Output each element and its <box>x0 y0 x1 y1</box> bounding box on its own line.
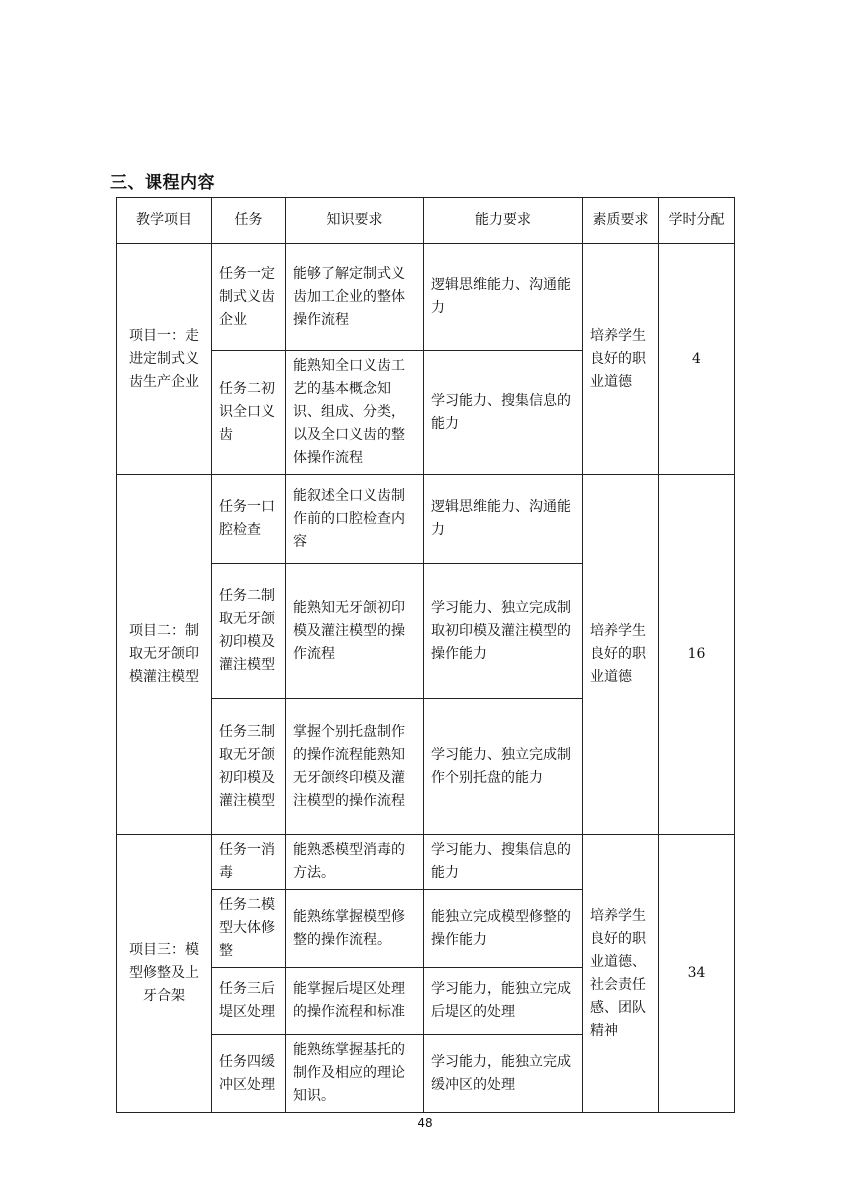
quality-requirement: 培养学生良好的职业道德 <box>583 244 659 475</box>
table-header-row <box>117 198 735 244</box>
course-content-table <box>116 197 735 1113</box>
task-name: 任务四缓冲区处理 <box>212 1035 286 1113</box>
knowledge-requirement: 掌握个别托盘制作的操作流程能熟知无牙颌终印模及灌注模型的操作流程 <box>286 699 424 835</box>
ability-requirement: 学习能力、搜集信息的能力 <box>424 351 583 475</box>
project-name: 项目三：模型修整及上牙合架 <box>117 835 212 1113</box>
ability-requirement: 学习能力、独立完成制作个别托盘的能力 <box>424 699 583 835</box>
ability-requirement: 学习能力、独立完成制取初印模及灌注模型的操作能力 <box>424 564 583 699</box>
ability-requirement: 学习能力，能独立完成后堤区的处理 <box>424 968 583 1035</box>
task-name: 任务二初识全口义齿 <box>212 351 286 475</box>
knowledge-requirement: 能掌握后堤区处理的操作流程和标准 <box>286 968 424 1035</box>
knowledge-requirement: 能熟练掌握模型修整的操作流程。 <box>286 890 424 968</box>
quality-requirement: 培养学生良好的职业道德 <box>583 475 659 835</box>
knowledge-requirement: 能熟练掌握基托的制作及相应的理论知识。 <box>286 1035 424 1113</box>
table-row <box>117 244 735 351</box>
table-row <box>117 475 735 564</box>
ability-requirement: 能独立完成模型修整的操作能力 <box>424 890 583 968</box>
section-title: 三、课程内容 <box>110 173 215 193</box>
header-hours: 学时分配 <box>659 198 735 244</box>
hours: 34 <box>659 835 735 1113</box>
task-name: 任务二制取无牙颌初印模及灌注模型 <box>212 564 286 699</box>
header-knowledge: 知识要求 <box>286 198 424 244</box>
knowledge-requirement: 能叙述全口义齿制作前的口腔检查内容 <box>286 475 424 564</box>
header-quality: 素质要求 <box>583 198 659 244</box>
project-name: 项目二：制取无牙颌印模灌注模型 <box>117 475 212 835</box>
quality-requirement: 培养学生良好的职业道德、社会责任感、团队精神 <box>583 835 659 1113</box>
task-name: 任务一口腔检查 <box>212 475 286 564</box>
knowledge-requirement: 能熟悉模型消毒的方法。 <box>286 835 424 890</box>
hours: 16 <box>659 475 735 835</box>
table-row <box>117 835 735 890</box>
ability-requirement: 学习能力，能独立完成缓冲区的处理 <box>424 1035 583 1113</box>
project-name: 项目一：走进定制式义齿生产企业 <box>117 244 212 475</box>
ability-requirement: 学习能力、搜集信息的能力 <box>424 835 583 890</box>
ability-requirement: 逻辑思维能力、沟通能力 <box>424 475 583 564</box>
task-name: 任务三制取无牙颌初印模及灌注模型 <box>212 699 286 835</box>
page-number: 48 <box>417 1116 433 1130</box>
task-name: 任务一消毒 <box>212 835 286 890</box>
header-ability: 能力要求 <box>424 198 583 244</box>
hours: 4 <box>659 244 735 475</box>
header-task: 任务 <box>212 198 286 244</box>
knowledge-requirement: 能够了解定制式义齿加工企业的整体操作流程 <box>286 244 424 351</box>
header-project: 教学项目 <box>117 198 212 244</box>
task-name: 任务三后堤区处理 <box>212 968 286 1035</box>
knowledge-requirement: 能熟知无牙颌初印模及灌注模型的操作流程 <box>286 564 424 699</box>
task-name: 任务二模型大体修整 <box>212 890 286 968</box>
task-name: 任务一定制式义齿企业 <box>212 244 286 351</box>
knowledge-requirement: 能熟知全口义齿工艺的基本概念知识、组成、分类，以及全口义齿的整体操作流程 <box>286 351 424 475</box>
ability-requirement: 逻辑思维能力、沟通能力 <box>424 244 583 351</box>
